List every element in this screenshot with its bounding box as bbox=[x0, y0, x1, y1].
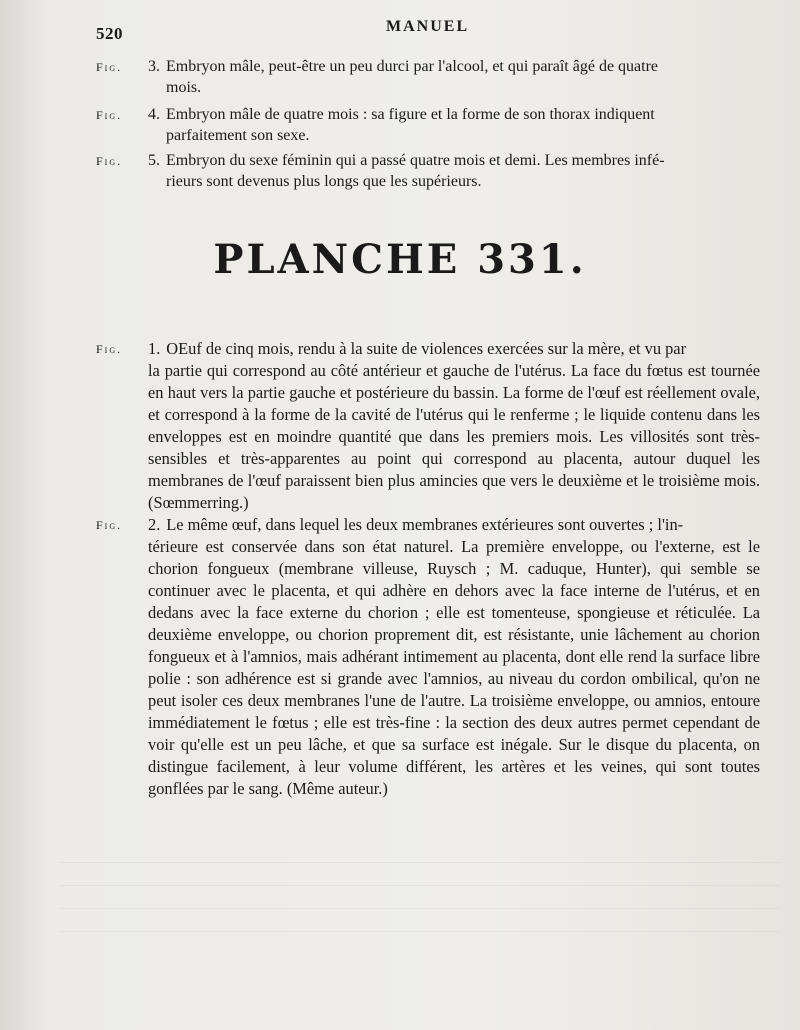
running-title: MANUEL bbox=[386, 18, 470, 35]
figure-line: mois. bbox=[166, 79, 202, 96]
figure-label: Fig. bbox=[96, 518, 123, 532]
figure-text bbox=[148, 104, 760, 146]
figure-entry-2 bbox=[96, 514, 760, 800]
figure-line: Embryon du sexe féminin qui a passé quatre mois et demi. Les membres infé- bbox=[166, 152, 665, 169]
figure-number: 3. bbox=[148, 58, 160, 75]
planche-title: PLANCHE 331. bbox=[213, 236, 587, 283]
figure-label: Fig. bbox=[96, 60, 123, 74]
figure-first-line: OEuf de cinq mois, rendu à la suite de violences exercées sur la mère, et vu par bbox=[166, 339, 687, 358]
figure-number: 1. bbox=[148, 339, 161, 358]
figure-text bbox=[148, 514, 760, 800]
figure-text bbox=[148, 56, 760, 98]
figure-entry-1 bbox=[96, 338, 760, 514]
figure-line: Embryon mâle de quatre mois : sa figure et la forme de son thorax indiquent bbox=[166, 106, 655, 123]
figure-number: 5. bbox=[148, 152, 160, 169]
figure-label: Fig. bbox=[96, 154, 123, 168]
figure-entry-4 bbox=[96, 104, 760, 146]
figure-body: la partie qui correspond au côté antérieur et gauche de l'utérus. La face du fœtus est tournée en haut vers la partie gauche et postérieure du bassin. La forme de l'œuf est réellement ovale, et correspond à la forme de la cavité de l'utérus qui le renferme ; le liquide contenu dans les enveloppes est en moindre quantité que dans les premiers mois. Les villosités sont très-sensibles et très-apparentes au point qui correspond au placenta, autour duquel les membranes de l'œuf paraissent bien plus amincies que vers le deuxième et le troisième mois. (Sœmmerring.) bbox=[148, 361, 760, 512]
running-head bbox=[96, 14, 760, 43]
figure-number: 4. bbox=[148, 106, 160, 123]
figure-line: Embryon mâle, peut-être un peu durci par l'alcool, et qui paraît âgé de quatre bbox=[166, 58, 659, 75]
figure-line: rieurs sont devenus plus longs que les supérieurs. bbox=[166, 173, 482, 190]
figure-number: 2. bbox=[148, 515, 161, 534]
figure-text bbox=[148, 150, 760, 192]
figure-text bbox=[148, 338, 760, 514]
figure-body: térieure est conservée dans son état naturel. La première enveloppe, ou l'externe, est le chorion fongueux (membrane villeuse, Ruysch ; M. caduque, Hunter), qui semble se continuer avec le placenta, et qui adhère en dehors avec la face interne de l'utérus, et en dedans avec la face externe du chorion ; elle est tomenteuse, spongieuse et réticulée. La deuxième enveloppe, ou chorion proprement dit, est résistante, unie lâchement au chorion fongueux et à l'amnios, mais adhérant intimement au placenta, dont elle rend la surface libre polie : son adhérence est si grande avec l'amnios, au niveau du cordon ombilical, qu'on ne peut isoler ces deux membranes l'une de l'autre. La troisième enveloppe, ou amnios, entoure immédiatement le fœtus ; elle est très-fine : la section des deux autres permet cependant de voir qu'elle est un peu lâche, et que sa surface est inégale. Sur le disque du placenta, on distingue facilement, à leur volume différent, les artères et les veines, qui sont toutes gonflées par le sang. (Même auteur.) bbox=[148, 537, 760, 798]
figure-first-line: Le même œuf, dans lequel les deux membranes extérieures sont ouvertes ; l'in- bbox=[166, 515, 684, 534]
figure-entry-3 bbox=[96, 56, 760, 98]
page-number: 520 bbox=[96, 24, 123, 43]
show-through-texture bbox=[60, 840, 780, 990]
figure-label: Fig. bbox=[96, 108, 123, 122]
figure-label: Fig. bbox=[96, 342, 123, 356]
figure-line: parfaitement son sexe. bbox=[166, 127, 310, 144]
figure-entry-5 bbox=[96, 150, 760, 192]
